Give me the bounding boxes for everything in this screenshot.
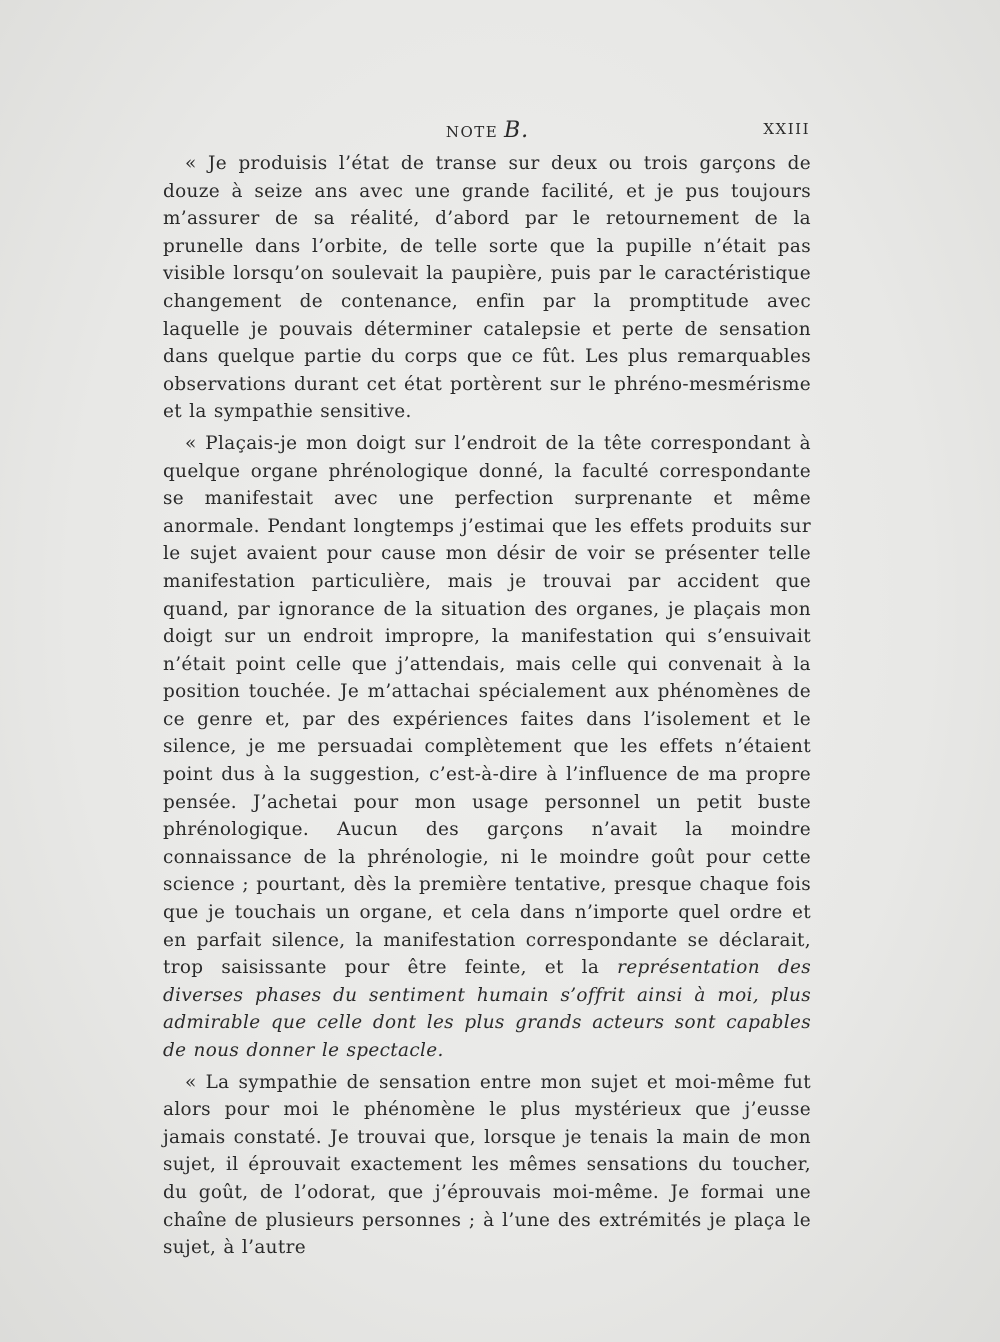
paragraph bbox=[163, 1069, 811, 1262]
paragraph-text: « Je produisis l’état de transe sur deux ou trois garçons de douze à seize ans avec une grande facilité, et je pus toujours m’assurer de sa réalité, d’abord par le retournement de la prunelle dans l’orbite, de telle sorte que la pupille n’était pas visible lorsqu’on soulevait la paupière, puis par le caractéristique changement de contenance, enfin par la promptitude avec laquelle je pouvais déterminer catalepsie et perte de sensation dans quelque partie du corps que ce fût. Les plus remarquables observations durant cet état portèrent sur le phréno-mesmérisme et la sympathie sensitive. bbox=[163, 153, 811, 423]
page-header bbox=[165, 118, 810, 142]
paragraph-text: « Plaçais-je mon doigt sur l’endroit de la tête correspondant à quelque organe phrénologique donné, la faculté correspondante se manifestait avec une perfection surprenante et même anormale. Pendant longtemps j’estimai que les effets produits sur le sujet avaient pour cause mon désir de voir se présenter telle manifestation particulière, mais je trouvai par accident que quand, par ignorance de la situation des organes, je plaçais mon doigt sur un endroit impropre, la manifestation qui s’ensuivait n’était point celle que j’attendais, mais celle qui convenait à la position touchée. Je m’attachai spécialement aux phénomènes de ce genre et, par des expériences faites dans l’isolement et le silence, je me persuadai complètement que les effets n’étaient point dus à la suggestion, c’est-à-dire à l’influence de ma propre pensée. J’achetai pour mon usage personnel un petit buste phrénologique. Aucun des garçons n’avait la moindre connaissance de la phrénologie, ni le moindre goût pour cette science ; pourtant, dès la première tentative, presque chaque fois que je touchais un organe, et cela dans n’importe quel ordre et en parfait silence, la manifestation correspondante se déclarait, trop saisissante pour être feinte, et la bbox=[163, 432, 811, 979]
paragraph bbox=[163, 150, 811, 426]
paragraph-italic-text: représentation des diverses phases du sentiment humain s’offrit ainsi à moi, plus admirable que celle dont les plus grands acteurs sont capables de nous donner le spectacle. bbox=[163, 957, 811, 1061]
running-head bbox=[165, 118, 810, 143]
paragraph bbox=[163, 430, 811, 1065]
running-head-label: NOTE bbox=[445, 123, 499, 141]
paragraph-text: « La sympathie de sensation entre mon sujet et moi-même fut alors pour moi le phénomène le plus mystérieux que j’eusse jamais constaté. Je trouvai que, lorsque je tenais la main de mon sujet, il éprouvait exactement les mêmes sensations du toucher, du goût, de l’odorat, que j’éprouvais moi-même. Je formai une chaîne de plusieurs personnes ; à l’une des extrémités je plaça le sujet, à l’autre bbox=[163, 1071, 811, 1259]
body-text bbox=[163, 150, 811, 1266]
page-number: XXIII bbox=[763, 120, 810, 138]
running-head-letter: B. bbox=[504, 118, 530, 143]
